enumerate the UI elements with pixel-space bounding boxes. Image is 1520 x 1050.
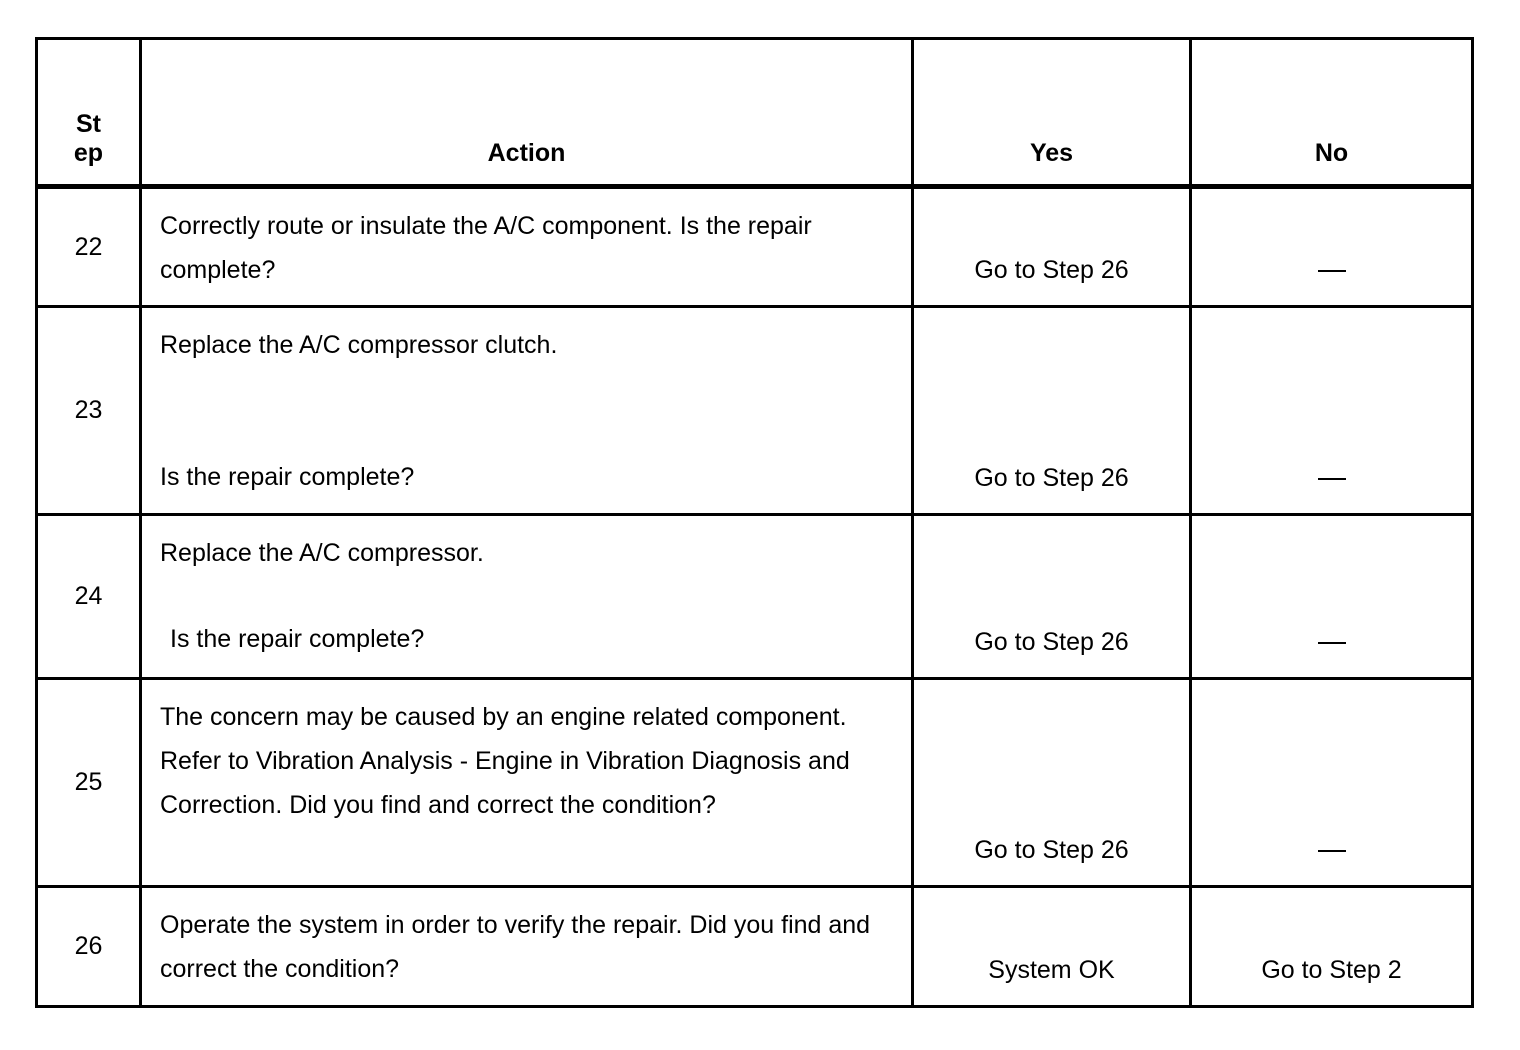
- no-result: [1191, 307, 1473, 515]
- yes-result: System OK: [913, 887, 1191, 1007]
- yes-result: Go to Step 26: [913, 187, 1191, 307]
- header-no: No: [1191, 39, 1473, 187]
- header-step-line2: ep: [73, 139, 104, 167]
- no-result: [1191, 515, 1473, 679]
- step-number: 25: [37, 679, 141, 887]
- header-step-line1: St: [76, 110, 101, 138]
- table-row: [37, 515, 1473, 679]
- action-text: [141, 307, 913, 515]
- yes-result: Go to Step 26: [913, 515, 1191, 679]
- action-line: Replace the A/C compressor clutch.: [160, 331, 558, 359]
- dash-icon: [1318, 478, 1346, 480]
- action-text: [141, 887, 913, 1007]
- no-result: Go to Step 2: [1191, 887, 1473, 1007]
- dash-icon: [1318, 642, 1346, 644]
- action-line: Is the repair complete?: [170, 625, 425, 653]
- yes-result: Go to Step 26: [913, 307, 1191, 515]
- yes-result: Go to Step 26: [913, 679, 1191, 887]
- dash-icon: [1318, 270, 1346, 272]
- step-number: 22: [37, 187, 141, 307]
- header-action: Action: [141, 39, 913, 187]
- step-number: 24: [37, 515, 141, 679]
- action-line: Replace the A/C compressor.: [160, 539, 484, 567]
- action-line: Correctly route or insulate the A/C component. Is the repair complete?: [160, 212, 812, 284]
- action-line: Operate the system in order to verify the repair. Did you find and correct the condition?: [160, 911, 871, 983]
- no-result: [1191, 187, 1473, 307]
- action-text: [141, 679, 913, 887]
- action-text: [141, 515, 913, 679]
- action-text: [141, 187, 913, 307]
- table-row: [37, 679, 1473, 887]
- header-yes: Yes: [913, 39, 1191, 187]
- header-row: [37, 39, 1473, 187]
- step-number: 26: [37, 887, 141, 1007]
- header-step: [37, 39, 141, 187]
- step-number: 23: [37, 307, 141, 515]
- table-row: [37, 187, 1473, 307]
- table-row: [37, 307, 1473, 515]
- action-line: Is the repair complete?: [160, 463, 415, 491]
- action-line: The concern may be caused by an engine related component. Refer to Vibration Analysis - Engine in Vibration Diagnosis and Correction. Did you find and correct the condition?: [160, 703, 850, 819]
- dash-icon: [1318, 850, 1346, 852]
- table-row: [37, 887, 1473, 1007]
- no-result: [1191, 679, 1473, 887]
- diagnostic-steps-table: [35, 37, 1474, 1008]
